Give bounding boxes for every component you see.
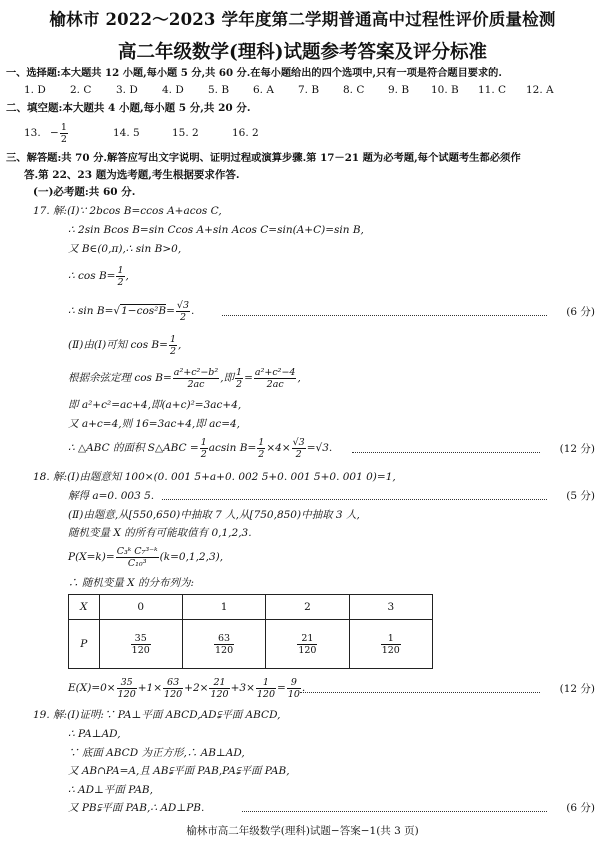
page-title: 高二年级数学(理科)试题参考答案及评分标准 (117, 42, 487, 63)
answer-12: 12. A (526, 84, 554, 96)
q18-line-7: E(X)=0× $\frac{35}{120}$ +1× $\frac{63}{120}$ +2× $\frac{21}{120}$ +3× $\frac{1}{120}$ = $\frac{9}{10}$ . (68, 676, 306, 700)
q17-line-9: 又 a+c=4,则 16=3ac+4,即 ac=4, (68, 418, 241, 430)
q17-line-10: ∴ △ABC 的面积 S△ABC = $\frac{1}{2}$ acsin B= $\frac{1}{2}$ ×4× $\frac{√3}{2}$ =√3. (68, 436, 333, 460)
table-cell: 0 (99, 595, 182, 620)
table-cell: $\frac{63}{120}$ (182, 620, 265, 669)
table-cell: $\frac{1}{120}$ (349, 620, 432, 669)
q18-line-6: ∴ 随机变量 X 的分布列为: (68, 577, 195, 589)
table-cell: 3 (349, 595, 432, 620)
q17-line-3: 又 B∈(0,π),∴ sin B>0, (68, 243, 182, 255)
table-cell: 1 (182, 595, 265, 620)
q18-line-4: 随机变量 X 的所有可能取值有 0,1,2,3. (68, 527, 252, 539)
page-header: 榆林市 2022～2023 学年度第二学期普通高中过程性评价质量检测 (49, 10, 556, 29)
q19-line-1: 19. 解:(Ⅰ)证明:∵ PA⊥平面 ABCD,AD⫋平面 ABCD, (33, 709, 281, 721)
score-q17-part1: (6 分) (566, 306, 595, 318)
table-cell: P (69, 620, 100, 669)
q19-line-5: ∴ AD⊥平面 PAB, (68, 784, 153, 796)
table-cell: $\frac{35}{120}$ (99, 620, 182, 669)
distribution-table (68, 594, 433, 669)
q18-line-3: (Ⅱ)由题意,从[550,650)中抽取 7 人,从[750,850)中抽取 3 人, (68, 509, 360, 521)
section2-heading: 二、填空题:本大题共 4 小题,每小题 5 分,共 20 分. (6, 102, 251, 114)
answer-6: 6. A (253, 84, 274, 96)
answer-2: 2. C (70, 84, 92, 96)
q19-line-4: 又 AB∩PA=A,且 AB⫋平面 PAB,PA⫋平面 PAB, (68, 765, 290, 777)
score-q19-part1: (6 分) (566, 802, 595, 814)
answer-4: 4. D (162, 84, 184, 96)
page-footer: 榆林市高二年级数学(理科)试题−答案−1(共 3 页) (186, 825, 419, 837)
q19-line-6: 又 PB⫋平面 PAB,∴ AD⊥PB. (68, 802, 205, 814)
dot-leader (242, 811, 547, 812)
q18-line-5: P(X=k)= $\frac{\text{C₃ᵏ C₇³⁻ᵏ}}{\text{C₁₀³}}$ (k=0,1,2,3), (68, 545, 224, 569)
answer-5: 5. B (208, 84, 230, 96)
section3-heading: 三、解答题:共 70 分.解答应写出文字说明、证明过程或演算步骤.第 17－21 题为必考题,每个试题考生都必须作 (6, 152, 521, 164)
table-row (69, 595, 433, 620)
q17-line-6: (Ⅱ)由(Ⅰ)可知 cos B= $\frac{1}{2}$ , (68, 333, 182, 357)
fill-answer-15: 15. 2 (172, 127, 199, 139)
table-row (69, 620, 433, 669)
fill-answer-14: 14. 5 (113, 127, 140, 139)
required-heading: (一)必考题:共 60 分. (33, 186, 136, 198)
q17-line-7: 根据余弦定理 cos B= $\frac{\text{a²+c²−b²}}{2ac}$ ,即 $\frac{1}{2}$ = $\frac{\text{a²+c²−4}}{2ac}$ , (68, 366, 301, 390)
answer-9: 9. B (388, 84, 410, 96)
q17-line-5: ∴ sin B=√1−cos²B= $\frac{√3}{2}$ . (68, 299, 195, 323)
section1-heading: 一、选择题:本大题共 12 小题,每小题 5 分,共 60 分.在每小题给出的四个选项中,只有一项是符合题目要求的. (6, 67, 502, 79)
fill-answer-13: 13. − $\frac{1}{2}$ (24, 121, 67, 145)
table-cell: X (69, 595, 100, 620)
q17-line-1: 17. 解:(Ⅰ)∵ 2bcos B=ccos A+acos C, (33, 205, 222, 217)
score-q17-part2: (12 分) (559, 443, 595, 455)
q18-line-1: 18. 解:(Ⅰ)由题意知 100×(0. 001 5+a+0. 002 5+0. 001 5+0. 001 0)=1, (33, 471, 396, 483)
q18-line-2: 解得 a=0. 003 5. (68, 490, 155, 502)
score-q18-part1: (5 分) (566, 490, 595, 502)
fill-answer-16: 16. 2 (232, 127, 259, 139)
dot-leader (222, 315, 547, 316)
fraction: $\frac{1}{2}$ (60, 121, 67, 145)
q19-line-3: ∵ 底面 ABCD 为正方形,∴ AB⊥AD, (68, 747, 245, 759)
answer-1: 1. D (24, 84, 46, 96)
answer-11: 11. C (478, 84, 507, 96)
answer-10: 10. B (431, 84, 459, 96)
q19-line-2: ∴ PA⊥AD, (68, 728, 121, 740)
q17-line-8: 即 a²+c²=ac+4,即(a+c)²=3ac+4, (68, 399, 242, 411)
score-q18-part2: (12 分) (559, 683, 595, 695)
table-cell: $\frac{21}{120}$ (266, 620, 349, 669)
answer-3: 3. D (116, 84, 138, 96)
table-cell: 2 (266, 595, 349, 620)
answer-8: 8. C (343, 84, 365, 96)
section3-heading-cont: 答.第 22、23 题为选考题,考生根据要求作答. (24, 169, 240, 181)
dot-leader (352, 452, 540, 453)
q17-line-4: ∴ cos B= $\frac{1}{2}$ , (68, 264, 129, 288)
dot-leader (300, 692, 540, 693)
answer-7: 7. B (298, 84, 320, 96)
dot-leader (162, 499, 547, 500)
q17-line-2: ∴ 2sin Bcos B=sin Ccos A+sin Acos C=sin(A+C)=sin B, (68, 224, 364, 236)
